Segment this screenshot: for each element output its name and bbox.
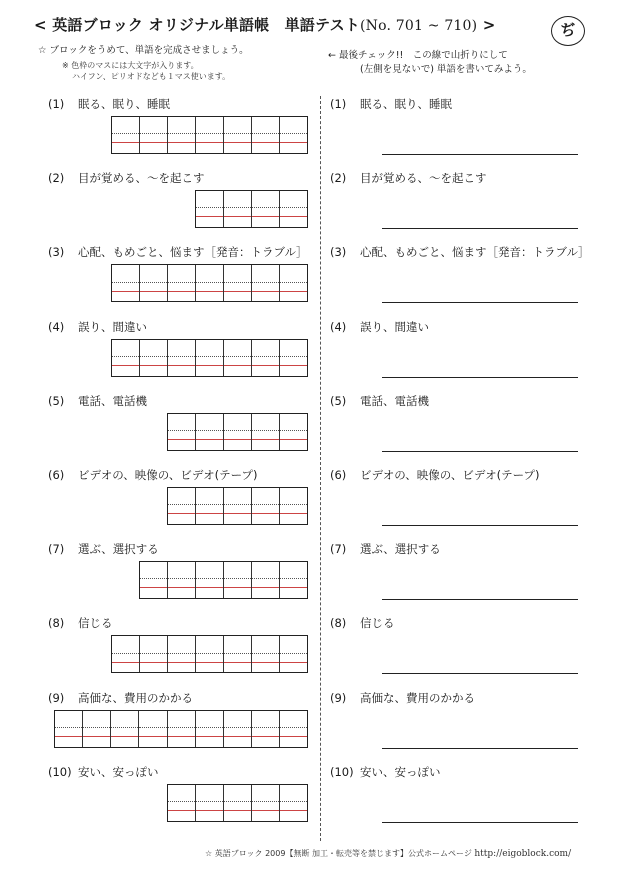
item-meaning: 安い、安っぽい: [360, 764, 441, 779]
item-meaning: 信じる: [360, 616, 395, 631]
instruction-right: ← 最後チェック!! この線で山折りにして: [328, 50, 508, 61]
letter-box[interactable]: [111, 711, 139, 747]
item-label-right: [330, 764, 441, 780]
item-meaning: 眠る、眠り、睡眠: [78, 97, 170, 111]
letter-box[interactable]: [83, 711, 111, 747]
item-meaning: 誤り、間違い: [360, 319, 429, 334]
item-meaning: 電話、電話機: [78, 393, 147, 408]
letter-box[interactable]: [252, 636, 280, 672]
letter-box[interactable]: [139, 711, 167, 747]
item-label-left: [48, 244, 308, 260]
letter-box[interactable]: [196, 562, 224, 598]
letter-box[interactable]: [280, 562, 307, 598]
letter-grid: [111, 116, 308, 154]
letter-box[interactable]: [224, 488, 252, 524]
instruction-right-note: (左側を見ないで) 単語を書いてみよう。: [360, 64, 532, 75]
item-number: (8): [330, 616, 347, 631]
letter-box[interactable]: [280, 265, 307, 301]
answer-line[interactable]: [382, 228, 578, 229]
item-label-right: [330, 244, 590, 260]
item-meaning: 心配、もめごと、悩ます［発音：トラブル］: [78, 245, 308, 260]
letter-grid: [167, 487, 308, 525]
letter-grid: [54, 710, 308, 748]
item-label-right: [330, 96, 452, 112]
item-number: (8): [48, 616, 65, 631]
answer-line[interactable]: [382, 822, 578, 823]
letter-box[interactable]: [196, 785, 224, 821]
letter-grid: [111, 339, 308, 377]
letter-box[interactable]: [224, 265, 252, 301]
letter-box[interactable]: [168, 785, 196, 821]
item-number: (5): [48, 393, 65, 408]
item-meaning: 選ぶ、選択する: [360, 542, 441, 557]
page-title: < 英語ブロック オリジナル単語帳 単語テスト(No. 701 ~ 710) >: [34, 16, 496, 34]
letter-box[interactable]: [224, 711, 252, 747]
item-number: (10): [330, 764, 354, 779]
letter-box[interactable]: [168, 562, 196, 598]
item-label-left: [48, 393, 147, 409]
instruction-note-2: ハイフン、ピリオドなども１マス使います。: [72, 72, 231, 81]
letter-box[interactable]: [196, 191, 224, 227]
letter-box[interactable]: [280, 711, 307, 747]
item-number: (4): [330, 319, 347, 334]
letter-box[interactable]: [112, 340, 140, 376]
letter-box[interactable]: [252, 562, 280, 598]
item-number: (6): [330, 468, 347, 482]
letter-box[interactable]: [168, 488, 196, 524]
letter-box[interactable]: [196, 488, 224, 524]
item-label-right: [330, 541, 441, 557]
item-number: (6): [48, 468, 65, 482]
item-label-right: [330, 690, 475, 706]
letter-box[interactable]: [196, 340, 224, 376]
letter-box[interactable]: [196, 117, 224, 153]
letter-box[interactable]: [112, 636, 140, 672]
item-label-left: [48, 615, 113, 631]
letter-box[interactable]: [168, 340, 196, 376]
letter-box[interactable]: [196, 265, 224, 301]
item-number: (2): [48, 171, 65, 186]
item-number: (4): [48, 319, 65, 334]
item-meaning: 心配、もめごと、悩ます［発音：トラブル］: [360, 245, 590, 260]
letter-box[interactable]: [224, 414, 252, 450]
letter-box[interactable]: [112, 265, 140, 301]
item-number: (7): [48, 542, 65, 557]
answer-line[interactable]: [382, 451, 578, 452]
letter-box[interactable]: [280, 636, 307, 672]
answer-line[interactable]: [382, 748, 578, 749]
letter-box[interactable]: [168, 711, 196, 747]
item-label-left: [48, 467, 258, 483]
item-label-left: [48, 319, 147, 335]
letter-box[interactable]: [140, 265, 168, 301]
letter-box[interactable]: [55, 711, 83, 747]
item-label-left: [48, 541, 159, 557]
item-label-left: [48, 690, 193, 706]
answer-line[interactable]: [382, 302, 578, 303]
item-meaning: ビデオの、映像の、ビデオ(テープ): [78, 468, 258, 482]
letter-box[interactable]: [280, 117, 307, 153]
letter-grid: [139, 561, 308, 599]
item-label-right: [330, 615, 395, 631]
letter-box[interactable]: [252, 785, 280, 821]
letter-box[interactable]: [280, 785, 307, 821]
letter-box[interactable]: [252, 340, 280, 376]
answer-line[interactable]: [382, 525, 578, 526]
letter-box[interactable]: [196, 636, 224, 672]
letter-grid: [111, 635, 308, 673]
item-meaning: 目が覚める、～を起こす: [78, 171, 205, 186]
item-number: (1): [330, 97, 347, 111]
letter-box[interactable]: [112, 117, 140, 153]
letter-box[interactable]: [168, 117, 196, 153]
item-meaning: 信じる: [78, 616, 113, 631]
item-number: (9): [48, 690, 65, 705]
item-meaning: 誤り、間違い: [78, 319, 147, 334]
instruction-left: ☆ ブロックをうめて、単語を完成させましょう。: [38, 45, 249, 56]
letter-box[interactable]: [224, 117, 252, 153]
item-number: (7): [330, 542, 347, 557]
letter-box[interactable]: [140, 562, 168, 598]
item-meaning: ビデオの、映像の、ビデオ(テープ): [360, 468, 540, 482]
item-meaning: 安い、安っぽい: [78, 764, 159, 779]
item-number: (5): [330, 393, 347, 408]
item-number: (2): [330, 171, 347, 186]
letter-box[interactable]: [224, 636, 252, 672]
item-meaning: 高価な、費用のかかる: [360, 690, 475, 705]
item-label-right: [330, 393, 429, 409]
letter-box[interactable]: [140, 340, 168, 376]
letter-box[interactable]: [224, 785, 252, 821]
item-number: (9): [330, 690, 347, 705]
answer-line[interactable]: [382, 673, 578, 674]
item-meaning: 選ぶ、選択する: [78, 542, 159, 557]
letter-box[interactable]: [252, 191, 280, 227]
item-label-right: [330, 319, 429, 335]
letter-box[interactable]: [252, 117, 280, 153]
item-meaning: 眠る、眠り、睡眠: [360, 97, 452, 111]
item-label-left: [48, 764, 159, 780]
letter-box[interactable]: [168, 265, 196, 301]
letter-box[interactable]: [140, 636, 168, 672]
letter-grid: [167, 413, 308, 451]
item-label-right: [330, 170, 487, 186]
letter-grid: [195, 190, 308, 228]
letter-box[interactable]: [280, 340, 307, 376]
item-number: (1): [48, 97, 65, 111]
item-number: (3): [330, 245, 347, 260]
answer-line[interactable]: [382, 377, 578, 378]
letter-box[interactable]: [252, 711, 280, 747]
letter-box[interactable]: [280, 488, 307, 524]
logo: ぢ: [551, 16, 585, 46]
letter-grid: [167, 784, 308, 822]
letter-box[interactable]: [280, 414, 307, 450]
fold-line: [320, 96, 321, 841]
item-label-right: [330, 467, 540, 483]
footer: ☆ 英語ブロック 2009【無断 加工・転売等を禁じます】公式ホームページ http://eigoblock.com/: [205, 849, 572, 859]
letter-box[interactable]: [196, 414, 224, 450]
letter-box[interactable]: [168, 636, 196, 672]
item-meaning: 高価な、費用のかかる: [78, 690, 193, 705]
letter-box[interactable]: [224, 191, 252, 227]
letter-box[interactable]: [224, 562, 252, 598]
item-meaning: 電話、電話機: [360, 393, 429, 408]
answer-line[interactable]: [382, 154, 578, 155]
letter-grid: [111, 264, 308, 302]
letter-box[interactable]: [252, 488, 280, 524]
item-label-left: [48, 170, 205, 186]
letter-box[interactable]: [140, 117, 168, 153]
letter-box[interactable]: [224, 340, 252, 376]
letter-box[interactable]: [280, 191, 307, 227]
letter-box[interactable]: [168, 414, 196, 450]
answer-line[interactable]: [382, 599, 578, 600]
footer-url[interactable]: http://eigoblock.com/: [474, 849, 572, 859]
letter-box[interactable]: [252, 414, 280, 450]
item-label-left: [48, 96, 170, 112]
letter-box[interactable]: [252, 265, 280, 301]
instruction-note-1: ※ 色枠のマスには大文字が入ります。: [62, 61, 199, 70]
letter-box[interactable]: [196, 711, 224, 747]
item-meaning: 目が覚める、～を起こす: [360, 171, 487, 186]
item-number: (3): [48, 245, 65, 260]
item-number: (10): [48, 764, 72, 779]
